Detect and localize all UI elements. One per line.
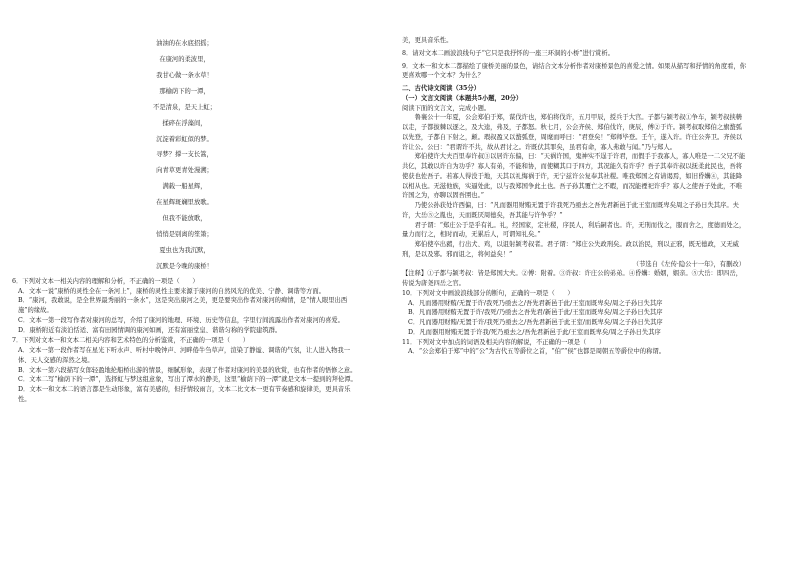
- question-6: [12, 277, 357, 336]
- passage-source: （节选自《左传·隐公十一年》，有删改）: [632, 260, 745, 268]
- classical-passage: [402, 113, 747, 259]
- passage-paragraph: 乃使公孙获处许西偏，曰：“凡而器用财贿无置于许我死乃亟去之吾先君新邑于此王室而既卑矣周之子孙日失其序。夫许，大岳⑤之胤也，天而既厌周德矣，吾其能与许争乎？”: [402, 202, 739, 219]
- question-7: [12, 336, 357, 404]
- option-c: C．凡而器用财贿/无置于许/我死乃亟去之/吾先君新邑于此王室/而既卑矣/周之子孙日失其序: [408, 319, 663, 326]
- section-heading: 二、古代诗文阅读（35分）: [402, 85, 481, 92]
- option-a: A．凡而器用财贿/无置于许/我死乃亟去之/吾先君新邑于此/王室而既卑矣/周之子孙日失其序: [408, 299, 663, 307]
- poem-line: 夏虫也为我沉默，: [159, 246, 210, 254]
- option-b: B．“康河，我敢说，是全世界最秀丽的一条水”，这是突出康河之美，更是要突出作者对康河的痴情，是“情人眼里出西施”的缘故。: [18, 297, 348, 315]
- question-10: [402, 289, 747, 338]
- question-8: 8．请对文本二画波浪线句子“它只是我抒怀的一座三环洞的小桥”进行赏析。: [402, 49, 614, 57]
- right-column: [402, 36, 747, 357]
- poem-line: 但我不能放歌，: [162, 215, 207, 223]
- question-stem: 6．下列对文本一相关内容的理解和分析，不正确的一项是（ ）: [12, 277, 199, 285]
- passage-paragraph: 郑伯使许大夫百里奉许叔③以居许东偏，曰：“天祸许国，鬼神实不逞于许君，而假手于我寡人，寡人唯是一二父兄不能共亿，其敢以许自为功乎？寡人有弟，不能和协，而使糊其口于四方，其况能久有许乎？吾子其奉许叔以抚柔此民也，吾将使获也佐吾子。若寡人得没于地，天其以礼悔祸于许，无宁兹许公复奉其社稷。唯我郑国之有请谒焉，如旧昏媾④，其能降以相从也。无滋他族，实逼处此，以与我郑国争此土也。吾子孙其覆亡之不暇，而况能禋祀许乎？寡人之使吾子处此，不唯许国之为，亦聊以固吾圉也。”: [402, 153, 746, 200]
- poem-line: 寻梦？撑一支长篙，: [156, 151, 213, 159]
- option-a: A．文本一第一段作者写在星光下听水声、听村中晚钟声、河畔倦牛刍草声，渲染了静谧、调谐的气氛，让人进入物我一体、天人交感的浑然之境。: [18, 347, 350, 364]
- passage-paragraph: 鲁襄公十一年夏，公会郑伯于郑，谋伐许也，郑伯将伐许，五月甲辰，授兵于大宫。子都与颍考叔①争车，颍考叔挟輈以走，子都拔棘以逐之，及大逵，弗及，子都怒。秋七月，公会齐侯、郑伯伐许，庚辰，傅②于许。颍考叔取郑伯之旗蝥弧以先登，子都自下射之，颠。瑕叔盈又以蝥弧登，周麾而呼曰：“君登矣！”郑师毕登。壬午，遂入许。许庄公奔卫。齐侯以许让公。公曰：“君谓许不共，故从君讨之。许既伏其罪矣，虽君有命，寡人弗敢与闻。”乃与郑人。: [402, 114, 743, 151]
- poem-line: 在康河的柔波里，: [159, 55, 210, 63]
- poem-line: 油油的在水底招摇；: [156, 40, 213, 47]
- poem-line: 那榆荫下的一潭，: [159, 87, 210, 95]
- question-stem: 7．下列对文本一和文本二相关内容和艺术特色的分析鉴赏，不正确的一项是（ ）: [12, 337, 249, 345]
- question-9: 9．文本一和文本二都描绘了康桥美丽的景色，请结合文本分析作者对康桥景色的喜爱之情。如果从描写和抒情的角度看，你更喜欢哪一个文本？为什么？: [402, 62, 747, 80]
- option-d: D．文本一和文本二的语言都是生动形象，富有美感的，但抒情较雨言，文本二比文本一更有节奏感和旋律美，更具音乐性。: [18, 386, 351, 403]
- option-b: B．凡而器用财贿无置于许/我死/乃亟去之吾先君/新邑于此/王室而既卑矣/周之子孙日失其序: [408, 309, 663, 317]
- option-d: D．康桥附近有淡泊恬适、富有田园情调的康河如画，还有富丽堂皇、谐谐匀称的学院建筑群。: [18, 326, 282, 334]
- continued-line: 美，更具音乐性。: [402, 37, 453, 44]
- poem-line: 在星辉斑斓里放歌。: [156, 199, 213, 207]
- reading-instruction: 阅读下面的文言文，完成小题。: [402, 104, 491, 112]
- option-a: A．文本一说“康桥的灵性全在一条河上”，康桥的灵性主要来源于康河的自然风光的优美、宁静、调谐等方面。: [18, 287, 325, 295]
- question-11: [402, 338, 747, 358]
- annotation-notes: 【注释】①子都与颍考叔：皆是郑国大夫。②傅：附着。③许叔：许庄公的弟弟。④昏媾：婚姻，姻亲。⑤大岳：即四岳，传说为唐尧四岳之官。: [402, 270, 743, 287]
- option-d: D．凡而器用财贿无置于许我/死乃亟去之/吾先君新邑于此/王室而既卑矣/周之子孙日失其序: [408, 328, 661, 336]
- passage-paragraph: 郑伯使卒出豭，行出犬、鸡，以诅射颍考叔者。君子谓：“郑庄公失政刑矣。政以治民，刑以正邪，既无德政，又无威刑，是以及邪。邪而诅之，将何益矣！”: [402, 241, 739, 258]
- option-a: A．“公会郑伯于郑”中的“公”为古代五等爵位之首，“伯”“侯”也都是周朝五等爵位中的称谓。: [408, 348, 665, 356]
- poem-line: 向青草更青处漫溯；: [156, 167, 213, 175]
- poem: [12, 36, 357, 275]
- passage-paragraph: 君子谓：“郑庄公于是乎有礼。礼，经国家，定社稷，序民人，利后嗣者也。许，无刑而伐之，服而舍之，度德而处之，量力而行之，相时而动，无累后人，可谓知礼矣。”: [402, 221, 746, 239]
- poem-line: 沉淀着彩虹似的梦。: [156, 135, 213, 143]
- option-b: B．文本一第六段描写女郎轻盈地抡船桥出游的情景，细腻形象，表现了作者对康河的美景的欣赏，也有作者的悟修之意。: [18, 366, 357, 374]
- left-column: [12, 36, 357, 405]
- poem-line: 我甘心做一条水草！: [156, 71, 213, 79]
- poem-line: 满载一船星辉，: [162, 183, 207, 191]
- poem-line: 揉碎在浮藻间，: [162, 119, 207, 127]
- option-c: C．文本二写“榆荫下的一潭”，选择虹与梦这组意象，写出了潭水的静美，这里“榆荫下的一潭”就是文本一提到的拜伦潭。: [18, 376, 357, 384]
- question-stem: 10．下列对文中画波浪线部分的断句，正确的一项是（ ）: [402, 289, 574, 297]
- poem-line: 沉默是今晚的康桥！: [156, 262, 213, 270]
- option-c: C．文本一第一段写作者对康河的总写，介绍了康河的地理、环境、历史等信息，字里行间流露出作者对康河的喜爱。: [18, 316, 344, 324]
- poem-line: 不是清泉，是天上虹；: [153, 103, 216, 111]
- subsection-heading: （一）文言文阅读（本题共5小题，20分）: [402, 94, 523, 102]
- poem-line: 悄悄是别离的笙箫；: [156, 231, 213, 239]
- question-stem: 11．下列对文中加点的词语及相关内容的解说，不正确的一项是（ ）: [402, 338, 606, 346]
